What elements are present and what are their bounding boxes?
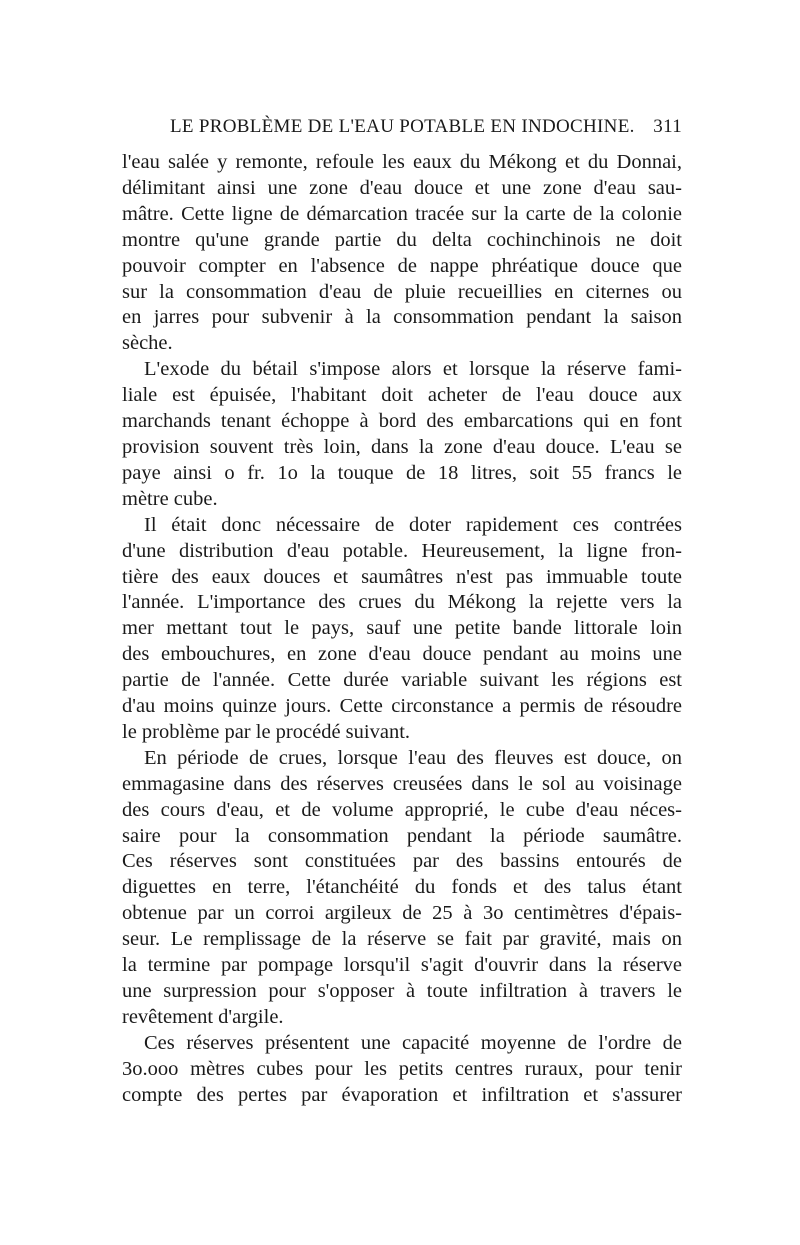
text-line: emmagasine dans des réserves creusées dans le sol au voisinage <box>122 772 682 795</box>
page-header <box>122 116 682 138</box>
text-line: marchands tenant échoppe à bord des embarcations qui en font <box>122 410 682 433</box>
text-line: montre qu'une grande partie du delta cochinchinois ne doit <box>122 228 682 251</box>
paragraph <box>122 357 682 512</box>
text-line: l'année. L'importance des crues du Mékong la rejette vers la <box>122 591 682 614</box>
text-line: L'exode du bétail s'impose alors et lorsque la réserve fami- <box>144 358 682 381</box>
text-line: partie de l'année. Cette durée variable suivant les régions est <box>122 669 682 692</box>
text-line: mètre cube. <box>122 487 218 510</box>
text-line: sur la consommation d'eau de pluie recueillies en citernes ou <box>122 280 682 303</box>
text-line: pouvoir compter en l'absence de nappe phréatique douce que <box>122 254 682 277</box>
text-line: mer mettant tout le pays, sauf une petite bande littorale loin <box>122 617 682 640</box>
text-line: saire pour la consommation pendant la période saumâtre. <box>122 824 682 847</box>
text-line: Ces réserves sont constituées par des bassins entourés de <box>122 850 682 873</box>
paragraph <box>122 1031 682 1109</box>
text-line: obtenue par un corroi argileux de 25 à 3o centimètres d'épais- <box>122 902 682 925</box>
text-line: des cours d'eau, et de volume approprié, le cube d'eau néces- <box>122 798 682 821</box>
text-line: d'au moins quinze jours. Cette circonstance a permis de résoudre <box>122 695 682 718</box>
running-title: LE PROBLÈME DE L'EAU POTABLE EN INDOCHINE. <box>170 116 635 137</box>
text-line: sèche. <box>122 332 173 355</box>
text-line: En période de crues, lorsque l'eau des fleuves est douce, on <box>144 746 682 769</box>
text-line: d'une distribution d'eau potable. Heureusement, la ligne fron- <box>122 539 682 562</box>
text-line: mâtre. Cette ligne de démarcation tracée sur la carte de la colonie <box>122 202 682 225</box>
text-line: délimitant ainsi une zone d'eau douce et une zone d'eau sau- <box>122 176 682 199</box>
text-line: Ces réserves présentent une capacité moyenne de l'ordre de <box>144 1031 682 1054</box>
text-line: paye ainsi o fr. 1o la touque de 18 litres, soit 55 francs le <box>122 461 682 484</box>
text-line: tière des eaux douces et saumâtres n'est pas immuable toute <box>122 565 682 588</box>
text-line: la termine par pompage lorsqu'il s'agit d'ouvrir dans la réserve <box>122 954 682 977</box>
text-line: en jarres pour subvenir à la consommation pendant la saison <box>122 306 682 329</box>
text-line: revêtement d'argile. <box>122 1005 284 1028</box>
text-line: une surpression pour s'opposer à toute infiltration à travers le <box>122 980 682 1002</box>
text-line: diguettes en terre, l'étanchéité du fonds et des talus étant <box>122 876 682 899</box>
text-line: des embouchures, en zone d'eau douce pendant au moins une <box>122 643 682 666</box>
text-line: seur. Le remplissage de la réserve se fait par gravité, mais on <box>122 928 682 951</box>
text-line: provision souvent très loin, dans la zone d'eau douce. L'eau se <box>122 435 682 458</box>
text-line: le problème par le procédé suivant. <box>122 720 411 743</box>
text-line: 3o.ooo mètres cubes pour les petits centres ruraux, pour tenir <box>122 1057 682 1080</box>
text-line: l'eau salée y remonte, refoule les eaux du Mékong et du Donnai, <box>122 151 682 173</box>
text-line: compte des pertes par évaporation et infiltration et s'assurer <box>122 1083 682 1106</box>
text-line: Il était donc nécessaire de doter rapidement ces contrées <box>144 513 682 536</box>
paragraph <box>122 746 682 1031</box>
body-text <box>122 150 682 1109</box>
text-line: liale est épuisée, l'habitant doit acheter de l'eau douce aux <box>122 384 682 407</box>
paragraph <box>122 150 682 357</box>
page-number: 311 <box>653 116 682 137</box>
paragraph <box>122 513 682 746</box>
